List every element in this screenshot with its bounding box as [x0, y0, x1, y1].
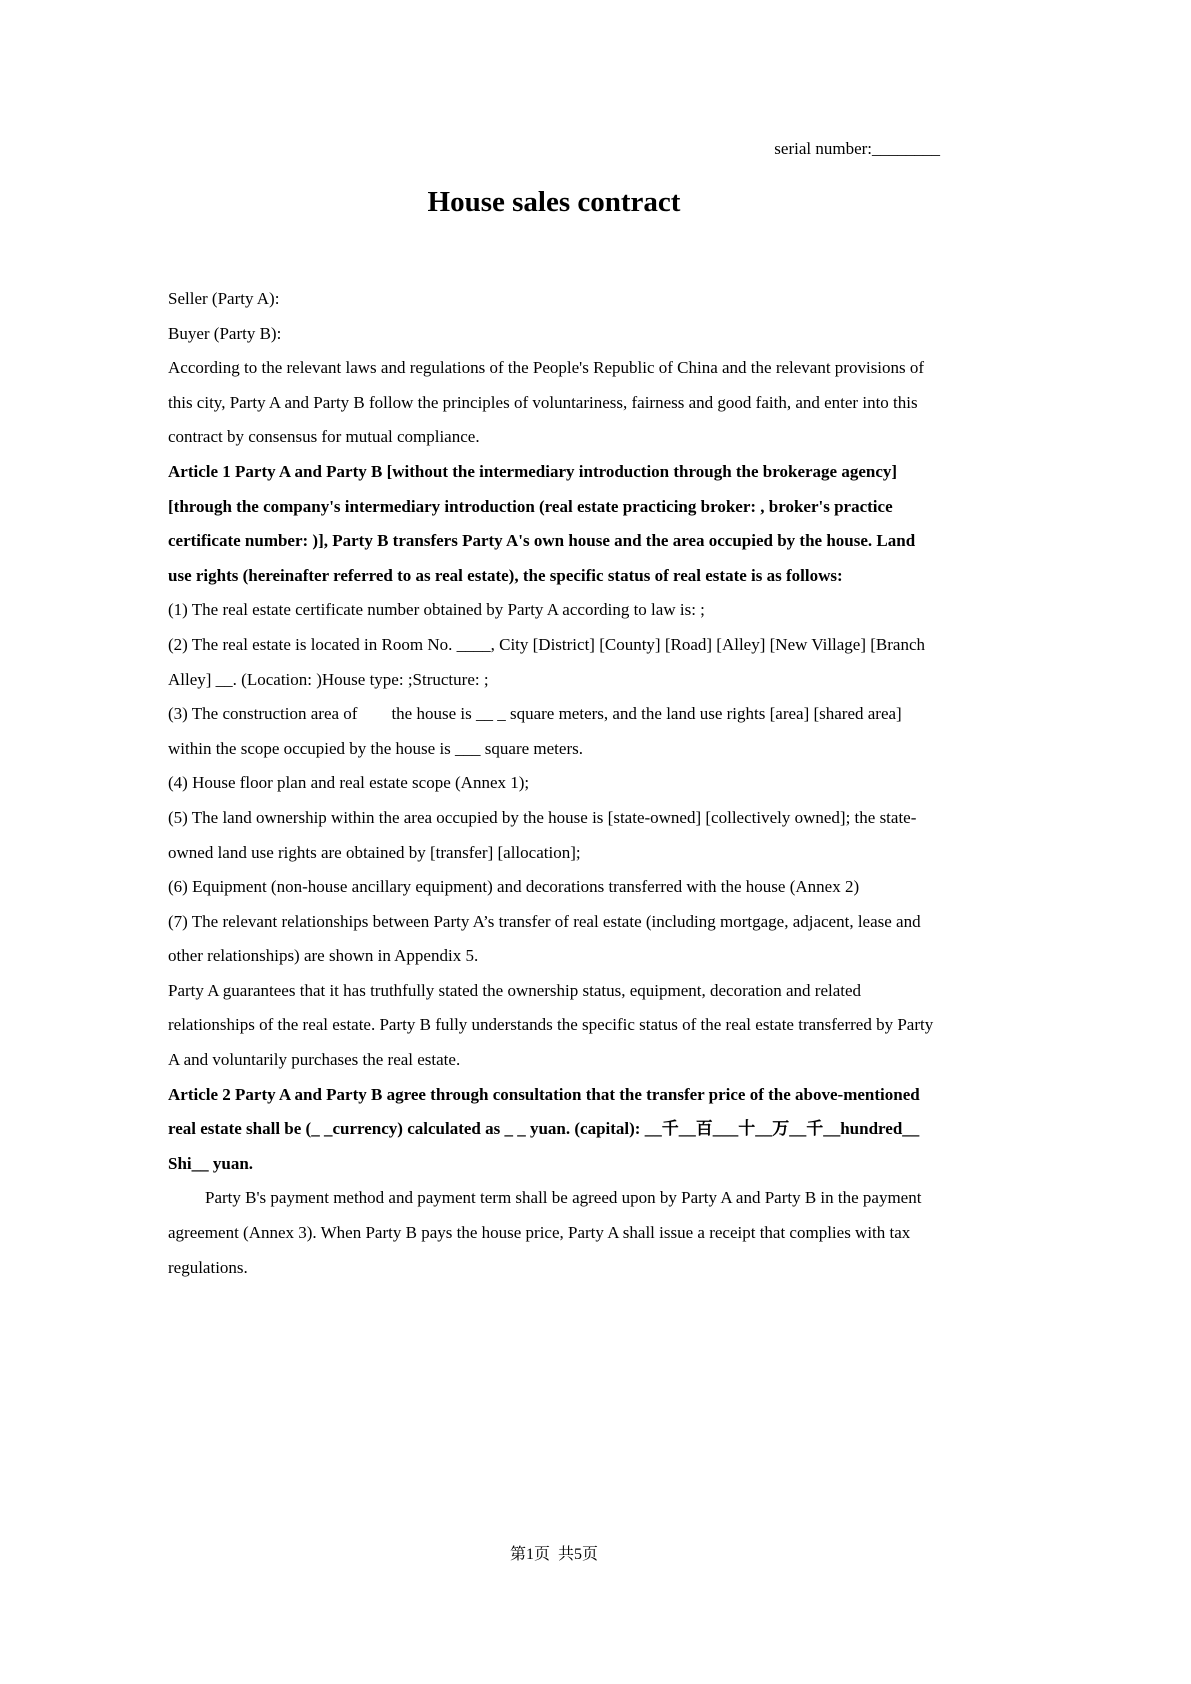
- buyer-line: Buyer (Party B):: [168, 323, 282, 343]
- article-1-guarantee-paragraph: Party A guarantees that it has truthfully stated the ownership status, equipment, decoration and related relationships of the real estate. Party B fully understands the specific status of the real estate transferred by Party A and voluntarily purchases the real estate.: [168, 980, 934, 1070]
- preamble-paragraph: According to the relevant laws and regulations of the People's Republic of China and the relevant provisions of this city, Party A and Party B follow the principles of voluntariness, fairness and good faith, and enter into this contract by consensus for mutual compliance.: [168, 358, 925, 447]
- page-number-footer: 第1页 共5页: [509, 1546, 598, 1563]
- serial-number-blank: ________: [872, 139, 940, 158]
- article-1-item-5: (5) The land ownership within the area occupied by the house is [state-owned] [collectively owned]; the state-owned land use rights are obtained by [transfer] [allocation];: [168, 807, 917, 862]
- page-title: House sales contract: [427, 186, 681, 218]
- seller-line: Seller (Party A):: [168, 289, 280, 308]
- article-1-item-2: (2) The real estate is located in Room No. ____, City [District] [County] [Road] [Alley] [New Village] [Branch Alley] __. (Location: )House type: ;Structure: ;: [168, 634, 926, 689]
- article-1-item-7: (7) The relevant relationships between Party A’s transfer of real estate (including mortgage, adjacent, lease and other relationships) are shown in Appendix 5.: [168, 911, 921, 966]
- article-1-item-4: (4) House floor plan and real estate scope (Annex 1);: [168, 773, 530, 793]
- document-content: [168, 0, 940, 1285]
- article-1-item-1: (1) The real estate certificate number obtained by Party A according to law is: ;: [168, 600, 705, 620]
- article-1-item-6: (6) Equipment (non-house ancillary equipment) and decorations transferred with the house (Annex 2): [168, 877, 860, 897]
- article-1-item-3: (3) The construction area of the house is __ _ square meters, and the land use rights [area] [shared area] within the scope occupied by the house is ___ square meters.: [168, 704, 902, 758]
- article-1-heading: Article 1 Party A and Party B [without the intermediary introduction through the brokerage agency] [through the company's intermediary introduction (real estate practicing broker: , broker's practice certificate number: )], Party B transfers Party A's own house and the area occupied by the house. Land use rights (hereinafter referred to as real estate), the specific status of real estate is as follows:: [168, 461, 916, 585]
- article-2-payment-terms: Party B's payment method and payment term shall be agreed upon by Party A and Party B in the payment agreement (Annex 3). When Party B pays the house price, Party A shall issue a receipt that complies with tax regulations.: [168, 1188, 922, 1277]
- serial-number-label: serial number:: [774, 139, 872, 158]
- article-2-heading: Article 2 Party A and Party B agree through consultation that the transfer price of the above-mentioned real estate shall be (_ _currency) calculated as _ _ yuan. (capital): __千__百___十__万__千__hundred__ Shi__ yuan.: [168, 1084, 920, 1173]
- contract-body: [168, 282, 940, 1285]
- serial-number-line: [168, 138, 940, 160]
